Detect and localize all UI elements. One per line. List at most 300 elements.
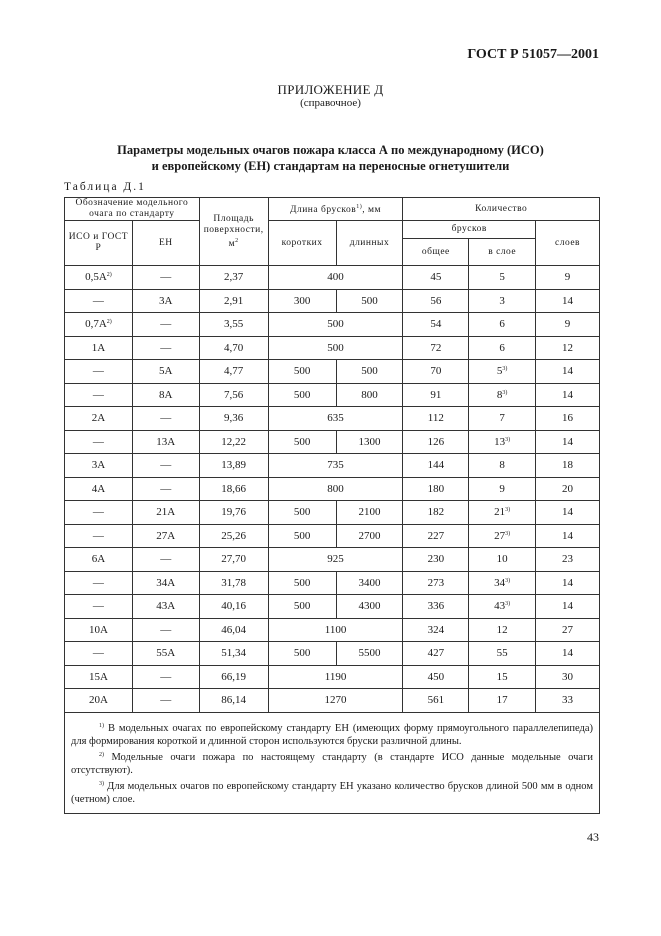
header-designation: Обозначение модельного очага по стандарту xyxy=(65,198,200,221)
cell-area-value: 12,22 xyxy=(221,435,247,448)
cell-iso-value: — xyxy=(92,647,104,660)
cell-area-value: 2,91 xyxy=(224,294,244,307)
header-length-sup: 1) xyxy=(356,204,363,210)
cell-per-layer-value: 17 xyxy=(496,694,508,707)
cell-area xyxy=(199,618,268,642)
cell-per-layer xyxy=(469,501,536,525)
cell-layers-value: 33 xyxy=(562,694,574,707)
cell-short xyxy=(268,430,336,454)
cell-iso-value: — xyxy=(92,388,104,401)
cell-per-layer xyxy=(469,360,536,384)
cell-short-value: 500 xyxy=(293,388,311,401)
cell-layers xyxy=(536,313,600,337)
cell-en xyxy=(132,266,199,290)
cell-per-layer-footnote-mark: 3) xyxy=(505,601,511,608)
header-total: общее xyxy=(403,239,469,266)
cell-layers-value: 14 xyxy=(562,529,574,542)
cell-length xyxy=(268,313,403,337)
cell-total xyxy=(403,595,469,619)
footnote-text: В модельных очагах по европейскому стандарту ЕН (имеющих форму прямоугольного параллелепипеда) для формирования короткой и длинной сторон используются бруски различной длины. xyxy=(71,722,594,747)
cell-iso xyxy=(65,665,133,689)
cell-total-value: 56 xyxy=(430,294,442,307)
cell-area-value: 4,77 xyxy=(224,365,244,378)
cell-per-layer-value: 3 xyxy=(499,294,505,307)
cell-area-value: 66,19 xyxy=(221,670,247,683)
cell-area xyxy=(199,454,268,478)
cell-area xyxy=(199,524,268,548)
cell-length-value: 735 xyxy=(327,459,344,472)
cell-en-value: — xyxy=(160,271,172,284)
cell-iso xyxy=(65,360,133,384)
footnote-mark: 1) xyxy=(99,722,104,729)
document-code: ГОСТ Р 51057—2001 xyxy=(467,47,599,62)
cell-short xyxy=(268,524,336,548)
cell-total-value: 180 xyxy=(427,482,445,495)
cell-per-layer xyxy=(469,383,536,407)
cell-layers-value: 30 xyxy=(562,670,574,683)
cell-per-layer xyxy=(469,548,536,572)
cell-iso xyxy=(65,524,133,548)
cell-area-value: 13,89 xyxy=(221,459,247,472)
cell-iso-value: — xyxy=(92,600,104,613)
cell-total xyxy=(403,407,469,431)
cell-per-layer-value: 5 xyxy=(499,271,505,284)
cell-total-value: 336 xyxy=(427,600,445,613)
cell-per-layer-footnote-mark: 3) xyxy=(505,530,511,537)
cell-en-value: 13А xyxy=(156,435,176,448)
cell-iso-footnote-mark: 2) xyxy=(106,319,112,326)
table-body xyxy=(65,266,600,713)
cell-layers xyxy=(536,524,600,548)
cell-iso-value: 0,5А xyxy=(85,271,107,284)
cell-length xyxy=(268,266,403,290)
table-row xyxy=(65,289,600,313)
cell-length-value: 800 xyxy=(327,482,344,495)
cell-length-value: 500 xyxy=(327,318,344,331)
cell-iso-value: 0,7А xyxy=(85,318,107,331)
cell-en-value: 3А xyxy=(159,294,173,307)
header-area-sup: 2 xyxy=(235,237,239,244)
cell-total xyxy=(403,477,469,501)
cell-en xyxy=(132,524,199,548)
cell-total-value: 54 xyxy=(430,318,442,331)
cell-per-layer xyxy=(469,618,536,642)
cell-total xyxy=(403,430,469,454)
cell-area-value: 4,70 xyxy=(224,341,244,354)
cell-layers-value: 14 xyxy=(562,365,574,378)
cell-per-layer-value: 7 xyxy=(499,412,505,425)
cell-area xyxy=(199,689,268,713)
cell-en xyxy=(132,360,199,384)
cell-iso xyxy=(65,313,133,337)
cell-total-value: 324 xyxy=(427,623,445,636)
table-row xyxy=(65,595,600,619)
cell-total xyxy=(403,642,469,666)
header-layers: слоев xyxy=(536,221,600,266)
cell-total-value: 126 xyxy=(427,435,445,448)
cell-total xyxy=(403,501,469,525)
header-iso-gost: ИСО и ГОСТ Р xyxy=(65,221,133,266)
cell-layers-value: 20 xyxy=(562,482,574,495)
cell-per-layer-value: 43 xyxy=(494,600,506,613)
header-area-text: Площадь поверхности, м xyxy=(203,213,264,249)
cell-layers xyxy=(536,548,600,572)
cell-long xyxy=(336,501,403,525)
cell-layers-value: 9 xyxy=(564,271,571,284)
cell-area xyxy=(199,313,268,337)
cell-short-value: 500 xyxy=(293,600,311,613)
cell-long-value: 800 xyxy=(361,388,378,401)
table-row xyxy=(65,642,600,666)
cell-area xyxy=(199,430,268,454)
header-area xyxy=(199,198,268,266)
appendix-title: ПРИЛОЖЕНИЕ Д xyxy=(277,82,384,97)
cell-total-value: 91 xyxy=(430,388,442,401)
cell-en xyxy=(132,689,199,713)
cell-long xyxy=(336,571,403,595)
cell-iso xyxy=(65,595,133,619)
cell-iso xyxy=(65,689,133,713)
header-short: коротких xyxy=(268,221,336,266)
cell-en xyxy=(132,383,199,407)
cell-long-value: 1300 xyxy=(358,435,381,448)
cell-en-value: — xyxy=(160,482,172,495)
cell-layers xyxy=(536,665,600,689)
cell-layers-value: 14 xyxy=(562,294,574,307)
cell-per-layer xyxy=(469,289,536,313)
cell-area-value: 27,70 xyxy=(221,553,247,566)
cell-total xyxy=(403,571,469,595)
cell-area-value: 31,78 xyxy=(221,576,247,589)
cell-iso xyxy=(65,454,133,478)
cell-iso xyxy=(65,548,133,572)
cell-iso-value: — xyxy=(92,365,104,378)
cell-area xyxy=(199,595,268,619)
cell-layers xyxy=(536,642,600,666)
cell-iso xyxy=(65,477,133,501)
cell-per-layer xyxy=(469,266,536,290)
cell-en-value: 34А xyxy=(156,576,176,589)
table-row xyxy=(65,360,600,384)
cell-per-layer-value: 8 xyxy=(496,388,503,401)
cell-en-value: 43А xyxy=(156,600,176,613)
cell-iso xyxy=(65,571,133,595)
header-length-text: Длина брусков xyxy=(290,205,357,215)
cell-total xyxy=(403,289,469,313)
cell-short-value: 500 xyxy=(293,506,311,519)
table-notes xyxy=(65,712,600,813)
cell-per-layer xyxy=(469,689,536,713)
cell-en-value: 55А xyxy=(156,647,176,660)
cell-long xyxy=(336,642,403,666)
cell-per-layer-value: 34 xyxy=(494,576,506,589)
cell-iso-value: — xyxy=(92,506,104,519)
footnote-text: Модельные очаги пожара по настоящему стандарту (в стандарте ИСО данные модельные очаги отсутствуют). xyxy=(71,751,594,776)
cell-en-value: — xyxy=(160,694,172,707)
cell-layers xyxy=(536,595,600,619)
cell-length xyxy=(268,336,403,360)
cell-layers-value: 23 xyxy=(562,553,574,566)
footnote-mark: 2) xyxy=(99,751,104,758)
cell-layers xyxy=(536,266,600,290)
table-row xyxy=(65,501,600,525)
cell-layers-value: 14 xyxy=(562,647,574,660)
cell-en xyxy=(132,665,199,689)
footnote xyxy=(71,720,593,749)
cell-total-value: 70 xyxy=(430,365,442,378)
cell-per-layer-footnote-mark: 3) xyxy=(502,366,508,373)
cell-area xyxy=(199,571,268,595)
cell-per-layer xyxy=(469,430,536,454)
cell-iso xyxy=(65,430,133,454)
cell-iso xyxy=(65,642,133,666)
cell-area-value: 18,66 xyxy=(221,482,247,495)
cell-short-value: 500 xyxy=(293,435,311,448)
cell-total-value: 182 xyxy=(427,506,445,519)
cell-iso-value: 6А xyxy=(91,553,106,566)
cell-area xyxy=(199,289,268,313)
table-row xyxy=(65,618,600,642)
cell-total-value: 427 xyxy=(427,647,445,660)
cell-area xyxy=(199,407,268,431)
cell-area-value: 51,34 xyxy=(221,647,247,660)
cell-area xyxy=(199,266,268,290)
table-row xyxy=(65,689,600,713)
cell-area-value: 3,55 xyxy=(224,318,244,331)
cell-per-layer-footnote-mark: 3) xyxy=(502,389,508,396)
cell-area-value: 25,26 xyxy=(221,529,247,542)
cell-total-value: 273 xyxy=(427,576,445,589)
cell-length-value: 1100 xyxy=(324,623,347,636)
cell-per-layer-value: 9 xyxy=(499,482,505,495)
footnote xyxy=(71,749,593,778)
footnote-mark: 3) xyxy=(99,780,104,787)
cell-total-value: 112 xyxy=(427,412,444,425)
cell-total xyxy=(403,524,469,548)
cell-area xyxy=(199,336,268,360)
cell-per-layer xyxy=(469,642,536,666)
header-long: длинных xyxy=(336,221,403,266)
cell-en-value: 8А xyxy=(159,388,173,401)
cell-short xyxy=(268,289,336,313)
cell-per-layer-value: 15 xyxy=(496,670,508,683)
cell-area-value: 19,76 xyxy=(221,506,247,519)
cell-layers-value: 14 xyxy=(562,600,574,613)
cell-en xyxy=(132,477,199,501)
notes-cell xyxy=(65,712,600,813)
cell-layers xyxy=(536,360,600,384)
cell-per-layer xyxy=(469,595,536,619)
cell-en-value: — xyxy=(160,459,172,472)
cell-long xyxy=(336,430,403,454)
cell-total xyxy=(403,665,469,689)
cell-short xyxy=(268,501,336,525)
cell-length xyxy=(268,477,403,501)
cell-long xyxy=(336,595,403,619)
cell-long-value: 5500 xyxy=(358,647,381,660)
cell-per-layer xyxy=(469,477,536,501)
cell-en xyxy=(132,430,199,454)
cell-long xyxy=(336,383,403,407)
cell-per-layer-value: 8 xyxy=(499,459,505,472)
cell-area xyxy=(199,665,268,689)
cell-per-layer xyxy=(469,454,536,478)
cell-layers xyxy=(536,501,600,525)
cell-iso-value: — xyxy=(92,529,104,542)
cell-en-value: — xyxy=(160,623,172,636)
cell-area-value: 7,56 xyxy=(224,388,244,401)
cell-layers xyxy=(536,689,600,713)
table-row xyxy=(65,477,600,501)
cell-en xyxy=(132,313,199,337)
cell-layers xyxy=(536,430,600,454)
cell-en xyxy=(132,595,199,619)
cell-per-layer-value: 10 xyxy=(496,553,508,566)
cell-per-layer xyxy=(469,407,536,431)
appendix-subtitle: (справочное) xyxy=(300,97,361,109)
cell-long xyxy=(336,524,403,548)
table-row xyxy=(65,430,600,454)
cell-iso xyxy=(65,266,133,290)
cell-per-layer-footnote-mark: 3) xyxy=(505,577,511,584)
table-row xyxy=(65,524,600,548)
cell-en-value: — xyxy=(160,341,172,354)
cell-per-layer-value: 5 xyxy=(496,365,503,378)
cell-short-value: 500 xyxy=(293,647,311,660)
table-row xyxy=(65,454,600,478)
cell-short-value: 500 xyxy=(293,576,311,589)
cell-total-value: 45 xyxy=(430,271,442,284)
cell-layers-value: 14 xyxy=(562,506,574,519)
cell-iso-value: 2А xyxy=(91,412,106,425)
cell-per-layer-value: 27 xyxy=(494,529,506,542)
cell-en-value: — xyxy=(160,318,172,331)
cell-iso xyxy=(65,407,133,431)
cell-en xyxy=(132,407,199,431)
cell-en xyxy=(132,501,199,525)
cell-iso xyxy=(65,618,133,642)
cell-layers xyxy=(536,571,600,595)
cell-iso-value: 15А xyxy=(88,670,108,683)
cell-total xyxy=(403,383,469,407)
cell-en xyxy=(132,336,199,360)
parameters-table xyxy=(64,197,600,814)
cell-length-value: 500 xyxy=(327,341,344,354)
cell-iso-value: 3А xyxy=(91,459,106,472)
table-row xyxy=(65,407,600,431)
cell-en xyxy=(132,618,199,642)
cell-per-layer xyxy=(469,524,536,548)
header-per-layer: в слое xyxy=(469,239,536,266)
cell-layers xyxy=(536,289,600,313)
cell-area xyxy=(199,360,268,384)
cell-total-value: 561 xyxy=(427,694,445,707)
cell-en xyxy=(132,642,199,666)
header-bars: брусков xyxy=(403,221,536,239)
cell-en-value: 21А xyxy=(156,506,176,519)
table-row xyxy=(65,665,600,689)
title-line-1: Параметры модельных очагов пожара класса А по международному (ИСО) xyxy=(117,143,544,157)
cell-short-value: 500 xyxy=(293,365,311,378)
cell-short xyxy=(268,360,336,384)
cell-per-layer-value: 6 xyxy=(499,341,505,354)
cell-area-value: 9,36 xyxy=(224,412,244,425)
cell-long-value: 2700 xyxy=(358,529,381,542)
table-row xyxy=(65,571,600,595)
cell-per-layer xyxy=(469,313,536,337)
cell-en-value: — xyxy=(160,412,172,425)
cell-iso-value: 10А xyxy=(88,623,108,636)
cell-layers-value: 12 xyxy=(562,341,574,354)
cell-layers xyxy=(536,383,600,407)
footnote-text: Для модельных очагов по европейскому стандарту ЕН указано количество брусков длиной 500 мм в одном (четном) слое. xyxy=(71,780,593,805)
cell-iso-value: 1А xyxy=(91,341,106,354)
cell-long-value: 500 xyxy=(361,365,378,378)
cell-area-value: 2,37 xyxy=(224,271,244,284)
cell-short xyxy=(268,642,336,666)
cell-area xyxy=(199,477,268,501)
cell-en-value: 27А xyxy=(156,529,176,542)
cell-layers xyxy=(536,336,600,360)
page-number: 43 xyxy=(587,830,599,844)
cell-length-value: 635 xyxy=(327,412,344,425)
cell-length xyxy=(268,689,403,713)
cell-length xyxy=(268,454,403,478)
cell-length-value: 400 xyxy=(327,271,344,284)
cell-total-value: 72 xyxy=(430,341,442,354)
cell-total xyxy=(403,313,469,337)
cell-per-layer-value: 6 xyxy=(499,318,505,331)
header-length-unit: , мм xyxy=(362,205,382,215)
cell-length-value: 1270 xyxy=(324,694,347,707)
cell-en-value: — xyxy=(160,553,172,566)
cell-area xyxy=(199,642,268,666)
cell-long-value: 2100 xyxy=(358,506,381,519)
cell-layers xyxy=(536,454,600,478)
table-caption: Таблица Д.1 xyxy=(64,181,146,193)
cell-total xyxy=(403,689,469,713)
cell-per-layer-value: 13 xyxy=(494,435,506,448)
cell-iso-value: — xyxy=(92,576,104,589)
table-row xyxy=(65,548,600,572)
cell-per-layer-value: 21 xyxy=(494,506,506,519)
cell-length-value: 1190 xyxy=(324,670,347,683)
cell-total-value: 230 xyxy=(427,553,445,566)
cell-iso xyxy=(65,383,133,407)
cell-total xyxy=(403,548,469,572)
cell-en-value: — xyxy=(160,670,172,683)
cell-area-value: 40,16 xyxy=(221,600,247,613)
cell-layers-value: 14 xyxy=(562,576,574,589)
cell-length xyxy=(268,618,403,642)
cell-per-layer-value: 55 xyxy=(496,647,508,660)
cell-total xyxy=(403,266,469,290)
cell-en xyxy=(132,548,199,572)
cell-layers-value: 16 xyxy=(562,412,574,425)
cell-layers-value: 14 xyxy=(562,435,574,448)
cell-layers-value: 27 xyxy=(562,623,574,636)
cell-total-value: 227 xyxy=(427,529,445,542)
cell-iso-value: 4А xyxy=(91,482,106,495)
cell-iso xyxy=(65,336,133,360)
cell-area xyxy=(199,383,268,407)
table-header xyxy=(65,198,600,266)
cell-area-value: 46,04 xyxy=(221,623,247,636)
header-length xyxy=(268,198,403,221)
cell-iso-value: — xyxy=(92,294,104,307)
cell-total xyxy=(403,336,469,360)
cell-short xyxy=(268,383,336,407)
